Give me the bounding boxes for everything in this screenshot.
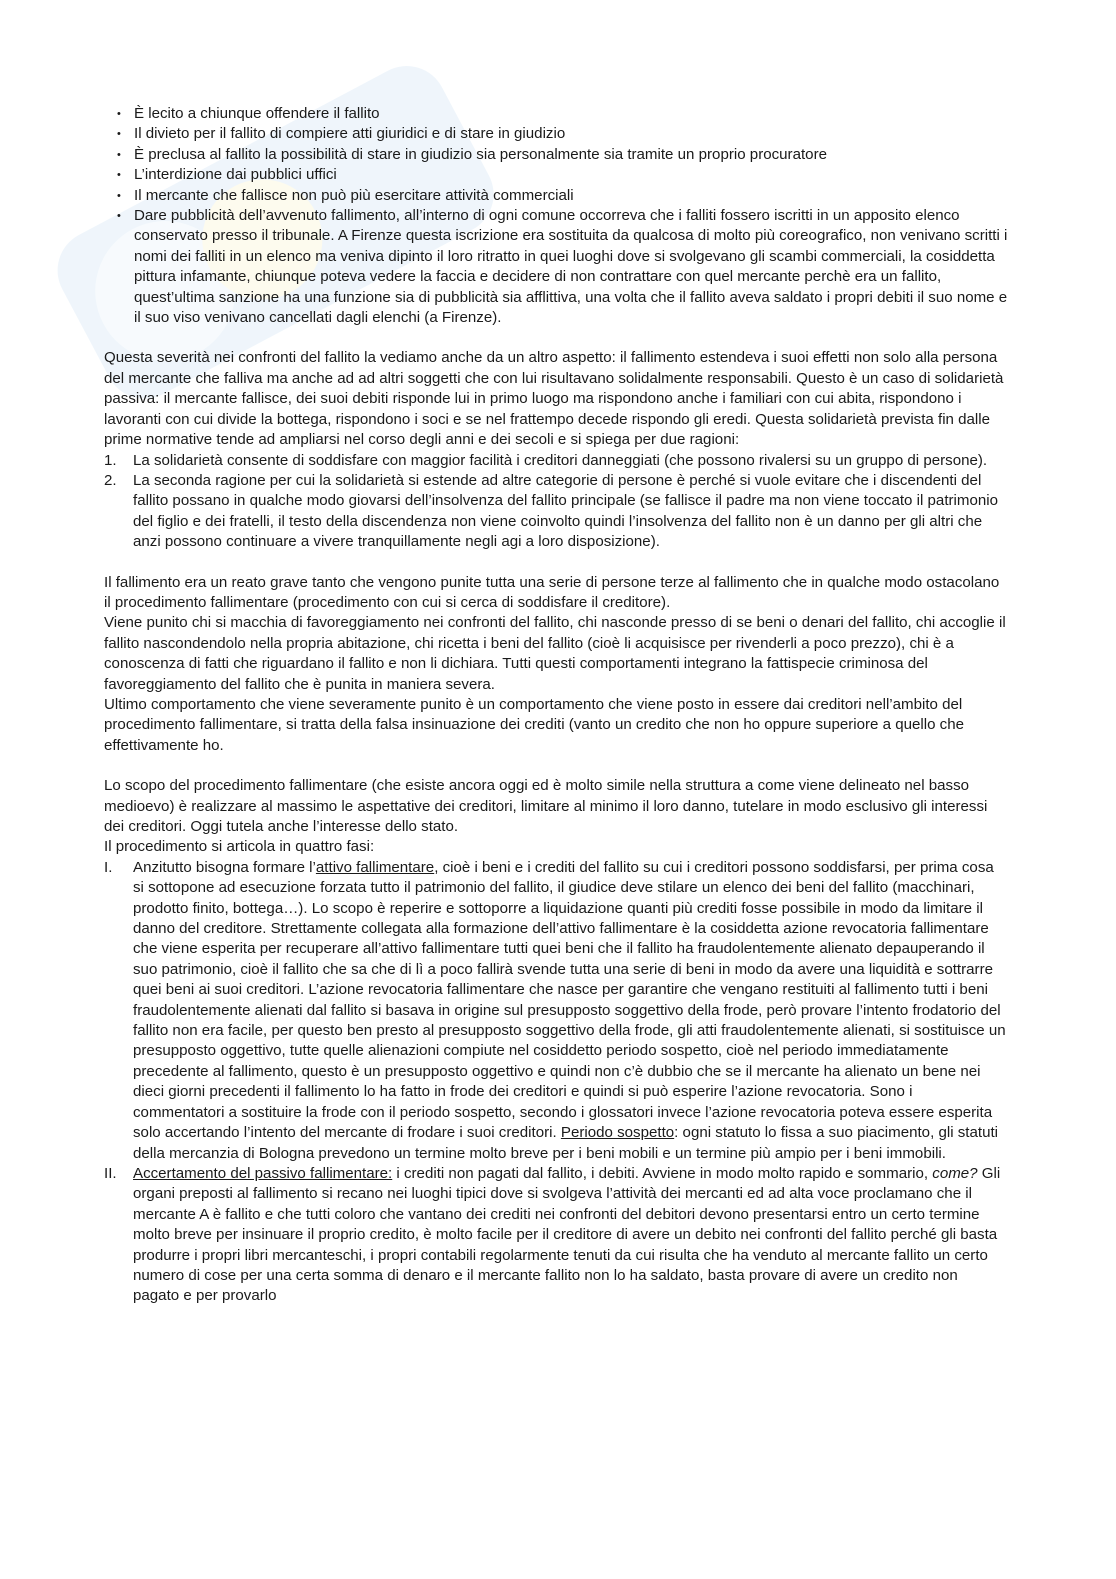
- paragraph-solidarieta: Questa severità nei confronti del fallito la vediamo anche da un altro aspetto: il fallimento estendeva i suoi effetti non solo alla persona del mercante che falliva ma anche ad ad altri soggetti che con lui risultavano solidalmente responsabili. Questo è un caso di solidarietà passiva: il mercante fallisce, dei suoi debiti risponde lui in primo luogo ma rispondono anche i familiari con cui abita, rispondono i lavoranti con cui divide la bottega, rispondono i soci e se nel frattempo decede rispondo gli eredi. Questa solidarietà prevista fin dalle prime normative tende ad ampliarsi nel corso degli anni e dei secoli e si spiega per due ragioni:: [104, 349, 1004, 449]
- list-item: • Il divieto per il fallito di compiere atti giuridici e di stare in giudizio: [104, 124, 1008, 144]
- list-number: I.: [104, 858, 113, 876]
- document-page: [104, 104, 1008, 1307]
- phase-item: [104, 1164, 1008, 1307]
- phases-list: [104, 858, 1008, 1307]
- phase-underlined-term: Accertamento del passivo fallimentare:: [133, 1164, 393, 1182]
- paragraph-favoreggiamento: Viene punito chi si macchia di favoreggiamento nei confronti del fallito, chi nasconde presso di se beni o denari del fallito, chi accoglie il fallito nascondendolo nella propria abitazione, chi ricetta i beni del fallito (cioè li acquisisce per rivenderli a poco prezzo), chi è a conoscenza di fatti che riguardano il fallito e non li dichiara. Tutti questi comportamenti integrano la fattispecie criminosa del favoreggiamento del fallito che è punita in maniera severa.: [104, 614, 1006, 693]
- phase-text: Anzitutto bisogna formare l’: [133, 858, 316, 876]
- paragraph-fasi: Il procedimento si articola in quattro fasi:: [104, 838, 375, 856]
- list-item: • È preclusa al fallito la possibilità di stare in giudizio sia personalmente sia tramite un proprio procuratore: [104, 145, 1008, 165]
- paragraph-scopo: Lo scopo del procedimento fallimentare (che esiste ancora oggi ed è molto simile nella struttura a come viene delineato nel basso medioevo) è realizzare al massimo le aspettative dei creditori, limitare al minimo il loro danno, tutelare in modo esclusivo gli interessi dei creditori. Oggi tutela anche l’interesse dello stato.: [104, 777, 988, 835]
- sanctions-list: [104, 104, 1008, 328]
- phase-text: : ogni statuto lo fissa a suo piacimento, gli statuti della mercanzia di Bologna prevedono un termine molto breve per i beni mobili e un termine più ampio per i beni immobili.: [133, 1124, 999, 1162]
- list-item: • L’interdizione dai pubblici uffici: [104, 165, 1008, 185]
- phase-underlined-term: Periodo sospetto: [560, 1124, 675, 1142]
- list-item: [104, 471, 1008, 553]
- reasons-list: [104, 451, 1008, 553]
- list-number: 2.: [104, 471, 117, 489]
- list-number: II.: [104, 1164, 117, 1182]
- phase-underlined-term: attivo fallimentare: [315, 858, 435, 876]
- paragraph-reato: Il fallimento era un reato grave tanto che vengono punite tutta una serie di persone terze al fallimento che in qualche modo ostacolano il procedimento fallimentare (procedimento con cui si cerca di soddisfare il creditore).: [104, 573, 1000, 611]
- list-item: • È lecito a chiunque offendere il fallito: [104, 104, 1008, 124]
- phase-text: , cioè i beni e i crediti del fallito su cui i creditori possono soddisfarsi, per prima cosa si sottopone ad esecuzione forzata tutto il patrimonio del fallito, il giudice deve stilare un elenco dei beni del fallito (macchinari, prodotto finito, bottega…). Lo scopo è reperire e sottoporre a liquidazione quanti più crediti fosse possibile in modo da limitare il danno del creditore. Strettamente collegata alla formazione dell’attivo fallimentare è la cosiddetta azione revocatoria fallimentare che viene esperita per recuperare all’attivo fallimentare tutti quei beni che il fallito ha fraudolentemente alienato depauperando il suo patrimonio, cioè il fallito che sa che di lì a poco fallirà svende tutta una serie di beni in modo da avere una liquidità e sottrarre quei beni ai suoi creditori. L’azione revocatoria fallimentare che nasce per garantire che vengano restituiti al fallimento tutti i beni fraudolentemente alienati dal fallito si basava in origine sul presupposto soggettivo della frode, però provare l’intento frodatorio del fallito non era facile, per questo ben presto al presupposto soggettivo della frode, gli atti fraudolentemente alienati, si sostituisce un presupposto oggettivo, tutte quelle alienazioni compiute nel cosiddetto periodo sospetto, cioè nel periodo immediatamente precedente al fallimento, questo è un presupposto oggettivo e quindi non c’è dubbio che se il mercante ha alienato un bene nei dieci giorni precedenti il fallimento lo ha fatto in frode dei creditori e quindi si può esperire l’azione revocatoria. Sono i commentatori a sostituire la frode con il periodo sospetto, secondo i glossatori invece l’azione revocatoria poteva essere esperita solo accertando l’intento del mercante di frodare i suoi creditori.: [133, 858, 1006, 1142]
- phase-italic-term: come?: [932, 1164, 978, 1182]
- list-item: [104, 451, 1008, 471]
- list-item: • Il mercante che fallisce non può più esercitare attività commerciali: [104, 186, 1008, 206]
- list-item: • Dare pubblicità dell’avvenuto fallimento, all’interno di ogni comune occorreva che i falliti fossero iscritti in un apposito elenco conservato presso il tribunale. A Firenze questa iscrizione era sostituita da qualcosa di molto più coreografico, non venivano scritti i nomi dei falliti in un elenco ma veniva dipinto il loro ritratto in quei luoghi dove si svolgevano gli scambi commerciali, la cosiddetta pittura infamante, chiunque poteva vedere la faccia e decidere di non contrattare con quel mercante perchè era un fallito, quest’ultima sanzione ha una funzione sia di pubblicità sia afflittiva, una volta che il fallito aveva saldato i propri debiti il suo nome e il suo viso venivano cancellati dagli elenchi (a Firenze).: [104, 206, 1008, 328]
- list-number: 1.: [104, 451, 117, 469]
- list-text: La solidarietà consente di soddisfare con maggior facilità i creditori danneggiati (che possono rivalersi su un gruppo di persone).: [133, 451, 988, 469]
- phase-text: Gli organi preposti al fallimento si recano nei luoghi tipici dove si svolgeva l’attività dei mercanti ed ad alta voce proclamano che il mercante A è fallito e che tutti coloro che vantano dei crediti nei confronti del debitori devono presentarsi entro un certo termine molto breve per insinuare il proprio credito, è molto facile per il creditore di avere un debito nei confronti del fallito perché gli basta produrre i propri libri mercanteschi, i propri contabili regolarmente tenuti da cui risulta che ha venduto al mercante fallito un certo numero di cose per una certa somma di denaro e il mercante fallito non lo ha saldato, basta provare di avere un credito non pagato e per provarlo: [133, 1164, 1001, 1305]
- phase-item: [104, 858, 1008, 1164]
- paragraph-insinuazione: Ultimo comportamento che viene severamente punito è un comportamento che viene posto in essere dai creditori nell’ambito del procedimento fallimentare, si tratta della falsa insinuazione dei crediti (vanto un credito che non ho oppure superiore a quello che effettivamente ho.: [104, 695, 965, 754]
- phase-text: i crediti non pagati dal fallito, i debiti. Avviene in modo molto rapido e sommario,: [392, 1164, 933, 1182]
- list-text: La seconda ragione per cui la solidarietà si estende ad altre categorie di persone è perché si vuole evitare che i discendenti del fallito possano in qualche modo giovarsi dell’insolvenza del fallito principale (se fallisce il padre ma non viene toccato il patrimonio del figlio e dei fratelli, il testo della discendenza non viene coinvolto quindi l’insolvenza del fallito non è un danno per gli altri che anzi possono continuare a vivere tranquillamente negli agi a loro disposizione).: [133, 471, 999, 551]
